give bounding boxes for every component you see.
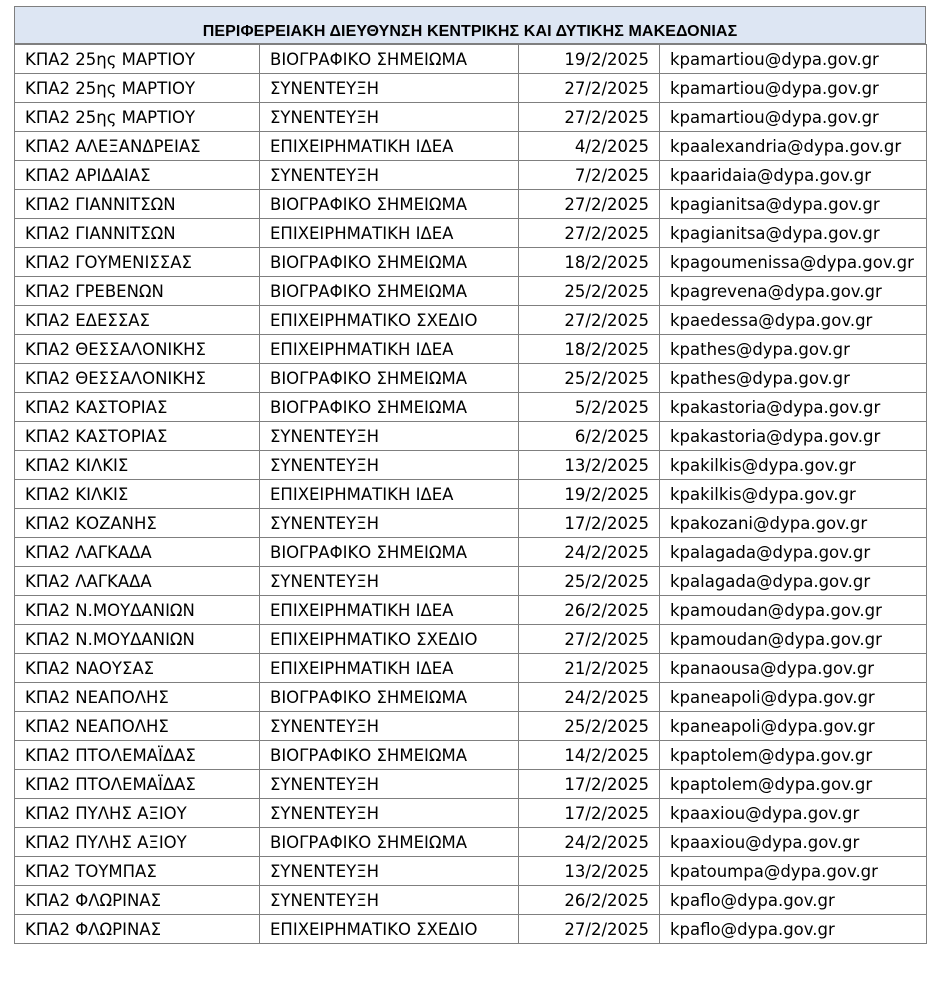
email-cell: kpaflo@dypa.gov.gr <box>660 886 927 915</box>
topic-cell: ΒΙΟΓΡΑΦΙΚΟ ΣΗΜΕΙΩΜΑ <box>260 364 519 393</box>
date-cell: 27/2/2025 <box>519 625 660 654</box>
office-cell: ΚΠΑ2 ΓΡΕΒΕΝΩΝ <box>15 277 260 306</box>
office-cell: ΚΠΑ2 ΚΙΛΚΙΣ <box>15 451 260 480</box>
table-row <box>15 509 927 538</box>
table-row <box>15 596 927 625</box>
table-row <box>15 741 927 770</box>
office-cell: ΚΠΑ2 ΑΡΙΔΑΙΑΣ <box>15 161 260 190</box>
email-cell: kpakilkis@dypa.gov.gr <box>660 451 927 480</box>
email-cell: kpagrevena@dypa.gov.gr <box>660 277 927 306</box>
office-cell: ΚΠΑ2 ΠΤΟΛΕΜΑΪΔΑΣ <box>15 770 260 799</box>
office-cell: ΚΠΑ2 ΦΛΩΡΙΝΑΣ <box>15 915 260 944</box>
topic-cell: ΣΥΝΕΝΤΕΥΞΗ <box>260 451 519 480</box>
office-cell: ΚΠΑ2 25ης ΜΑΡΤΙΟΥ <box>15 103 260 132</box>
date-cell: 27/2/2025 <box>519 103 660 132</box>
table-row <box>15 828 927 857</box>
office-cell: ΚΠΑ2 ΛΑΓΚΑΔΑ <box>15 538 260 567</box>
topic-cell: ΣΥΝΕΝΤΕΥΞΗ <box>260 567 519 596</box>
topic-cell: ΒΙΟΓΡΑΦΙΚΟ ΣΗΜΕΙΩΜΑ <box>260 683 519 712</box>
topic-cell: ΒΙΟΓΡΑΦΙΚΟ ΣΗΜΕΙΩΜΑ <box>260 45 519 74</box>
date-cell: 14/2/2025 <box>519 741 660 770</box>
office-cell: ΚΠΑ2 ΓΙΑΝΝΙΤΣΩΝ <box>15 219 260 248</box>
date-cell: 27/2/2025 <box>519 219 660 248</box>
topic-cell: ΕΠΙΧΕΙΡΗΜΑΤΙΚΗ ΙΔΕΑ <box>260 596 519 625</box>
table-row <box>15 683 927 712</box>
topic-cell: ΒΙΟΓΡΑΦΙΚΟ ΣΗΜΕΙΩΜΑ <box>260 393 519 422</box>
table-row <box>15 770 927 799</box>
email-cell: kpathes@dypa.gov.gr <box>660 335 927 364</box>
email-cell: kpagianitsa@dypa.gov.gr <box>660 219 927 248</box>
office-cell: ΚΠΑ2 ΦΛΩΡΙΝΑΣ <box>15 886 260 915</box>
email-cell: kpakilkis@dypa.gov.gr <box>660 480 927 509</box>
date-cell: 24/2/2025 <box>519 683 660 712</box>
date-cell: 24/2/2025 <box>519 538 660 567</box>
date-cell: 17/2/2025 <box>519 770 660 799</box>
email-cell: kpalagada@dypa.gov.gr <box>660 567 927 596</box>
date-cell: 24/2/2025 <box>519 828 660 857</box>
table-row <box>15 393 927 422</box>
office-cell: ΚΠΑ2 ΠΤΟΛΕΜΑΪΔΑΣ <box>15 741 260 770</box>
date-cell: 17/2/2025 <box>519 509 660 538</box>
office-cell: ΚΠΑ2 ΠΥΛΗΣ ΑΞΙΟΥ <box>15 799 260 828</box>
date-cell: 13/2/2025 <box>519 857 660 886</box>
topic-cell: ΒΙΟΓΡΑΦΙΚΟ ΣΗΜΕΙΩΜΑ <box>260 828 519 857</box>
table-row <box>15 538 927 567</box>
table-row <box>15 886 927 915</box>
table-row <box>15 103 927 132</box>
office-cell: ΚΠΑ2 ΠΥΛΗΣ ΑΞΙΟΥ <box>15 828 260 857</box>
schedule-table-body <box>15 45 927 944</box>
office-cell: ΚΠΑ2 Ν.ΜΟΥΔΑΝΙΩΝ <box>15 625 260 654</box>
date-cell: 25/2/2025 <box>519 567 660 596</box>
topic-cell: ΕΠΙΧΕΙΡΗΜΑΤΙΚΟ ΣΧΕΔΙΟ <box>260 915 519 944</box>
table-row <box>15 422 927 451</box>
office-cell: ΚΠΑ2 ΤΟΥΜΠΑΣ <box>15 857 260 886</box>
office-cell: ΚΠΑ2 ΑΛΕΞΑΝΔΡΕΙΑΣ <box>15 132 260 161</box>
table-row <box>15 915 927 944</box>
table-row <box>15 190 927 219</box>
office-cell: ΚΠΑ2 ΘΕΣΣΑΛΟΝΙΚΗΣ <box>15 364 260 393</box>
table-row <box>15 857 927 886</box>
email-cell: kpaalexandria@dypa.gov.gr <box>660 132 927 161</box>
table-row <box>15 451 927 480</box>
schedule-sheet <box>14 6 926 944</box>
email-cell: kpakastoria@dypa.gov.gr <box>660 422 927 451</box>
date-cell: 27/2/2025 <box>519 190 660 219</box>
email-cell: kpaaridaia@dypa.gov.gr <box>660 161 927 190</box>
date-cell: 21/2/2025 <box>519 654 660 683</box>
email-cell: kpaneapoli@dypa.gov.gr <box>660 683 927 712</box>
office-cell: ΚΠΑ2 ΕΔΕΣΣΑΣ <box>15 306 260 335</box>
email-cell: kpakozani@dypa.gov.gr <box>660 509 927 538</box>
date-cell: 26/2/2025 <box>519 596 660 625</box>
topic-cell: ΣΥΝΕΝΤΕΥΞΗ <box>260 712 519 741</box>
date-cell: 18/2/2025 <box>519 335 660 364</box>
table-row <box>15 364 927 393</box>
topic-cell: ΣΥΝΕΝΤΕΥΞΗ <box>260 161 519 190</box>
email-cell: kpagoumenissa@dypa.gov.gr <box>660 248 927 277</box>
email-cell: kpathes@dypa.gov.gr <box>660 364 927 393</box>
email-cell: kpaptolem@dypa.gov.gr <box>660 770 927 799</box>
topic-cell: ΕΠΙΧΕΙΡΗΜΑΤΙΚΗ ΙΔΕΑ <box>260 219 519 248</box>
topic-cell: ΒΙΟΓΡΑΦΙΚΟ ΣΗΜΕΙΩΜΑ <box>260 190 519 219</box>
table-row <box>15 45 927 74</box>
email-cell: kpaneapoli@dypa.gov.gr <box>660 712 927 741</box>
date-cell: 26/2/2025 <box>519 886 660 915</box>
schedule-table <box>14 44 927 944</box>
topic-cell: ΕΠΙΧΕΙΡΗΜΑΤΙΚΗ ΙΔΕΑ <box>260 480 519 509</box>
email-cell: kpamartiou@dypa.gov.gr <box>660 45 927 74</box>
topic-cell: ΣΥΝΕΝΤΕΥΞΗ <box>260 422 519 451</box>
table-row <box>15 219 927 248</box>
topic-cell: ΕΠΙΧΕΙΡΗΜΑΤΙΚΗ ΙΔΕΑ <box>260 132 519 161</box>
table-row <box>15 567 927 596</box>
date-cell: 27/2/2025 <box>519 915 660 944</box>
email-cell: kpamoudan@dypa.gov.gr <box>660 625 927 654</box>
table-row <box>15 161 927 190</box>
email-cell: kpatoumpa@dypa.gov.gr <box>660 857 927 886</box>
office-cell: ΚΠΑ2 ΚΟΖΑΝΗΣ <box>15 509 260 538</box>
topic-cell: ΕΠΙΧΕΙΡΗΜΑΤΙΚΗ ΙΔΕΑ <box>260 654 519 683</box>
date-cell: 19/2/2025 <box>519 45 660 74</box>
topic-cell: ΣΥΝΕΝΤΕΥΞΗ <box>260 103 519 132</box>
date-cell: 25/2/2025 <box>519 364 660 393</box>
date-cell: 25/2/2025 <box>519 277 660 306</box>
email-cell: kpaptolem@dypa.gov.gr <box>660 741 927 770</box>
email-cell: kpaaxiou@dypa.gov.gr <box>660 799 927 828</box>
table-row <box>15 712 927 741</box>
office-cell: ΚΠΑ2 Ν.ΜΟΥΔΑΝΙΩΝ <box>15 596 260 625</box>
office-cell: ΚΠΑ2 ΛΑΓΚΑΔΑ <box>15 567 260 596</box>
date-cell: 5/2/2025 <box>519 393 660 422</box>
topic-cell: ΣΥΝΕΝΤΕΥΞΗ <box>260 770 519 799</box>
email-cell: kpamartiou@dypa.gov.gr <box>660 74 927 103</box>
table-row <box>15 654 927 683</box>
email-cell: kpalagada@dypa.gov.gr <box>660 538 927 567</box>
office-cell: ΚΠΑ2 ΝΕΑΠΟΛΗΣ <box>15 712 260 741</box>
office-cell: ΚΠΑ2 ΘΕΣΣΑΛΟΝΙΚΗΣ <box>15 335 260 364</box>
date-cell: 7/2/2025 <box>519 161 660 190</box>
office-cell: ΚΠΑ2 ΚΑΣΤΟΡΙΑΣ <box>15 422 260 451</box>
topic-cell: ΒΙΟΓΡΑΦΙΚΟ ΣΗΜΕΙΩΜΑ <box>260 277 519 306</box>
table-row <box>15 132 927 161</box>
table-row <box>15 74 927 103</box>
table-title: ΠΕΡΙΦΕΡΕΙΑΚΗ ΔΙΕΥΘΥΝΣΗ ΚΕΝΤΡΙΚΗΣ ΚΑΙ ΔΥΤΙΚΗΣ ΜΑΚΕΔΟΝΙΑΣ <box>202 23 738 40</box>
email-cell: kpaaxiou@dypa.gov.gr <box>660 828 927 857</box>
topic-cell: ΕΠΙΧΕΙΡΗΜΑΤΙΚΟ ΣΧΕΔΙΟ <box>260 625 519 654</box>
table-row <box>15 799 927 828</box>
email-cell: kpagianitsa@dypa.gov.gr <box>660 190 927 219</box>
table-row <box>15 277 927 306</box>
topic-cell: ΒΙΟΓΡΑΦΙΚΟ ΣΗΜΕΙΩΜΑ <box>260 538 519 567</box>
topic-cell: ΣΥΝΕΝΤΕΥΞΗ <box>260 886 519 915</box>
table-row <box>15 248 927 277</box>
topic-cell: ΕΠΙΧΕΙΡΗΜΑΤΙΚΟ ΣΧΕΔΙΟ <box>260 306 519 335</box>
date-cell: 13/2/2025 <box>519 451 660 480</box>
email-cell: kpakastoria@dypa.gov.gr <box>660 393 927 422</box>
office-cell: ΚΠΑ2 25ης ΜΑΡΤΙΟΥ <box>15 45 260 74</box>
topic-cell: ΒΙΟΓΡΑΦΙΚΟ ΣΗΜΕΙΩΜΑ <box>260 248 519 277</box>
topic-cell: ΣΥΝΕΝΤΕΥΞΗ <box>260 857 519 886</box>
email-cell: kpaflo@dypa.gov.gr <box>660 915 927 944</box>
office-cell: ΚΠΑ2 ΚΑΣΤΟΡΙΑΣ <box>15 393 260 422</box>
email-cell: kpamoudan@dypa.gov.gr <box>660 596 927 625</box>
date-cell: 4/2/2025 <box>519 132 660 161</box>
date-cell: 19/2/2025 <box>519 480 660 509</box>
topic-cell: ΒΙΟΓΡΑΦΙΚΟ ΣΗΜΕΙΩΜΑ <box>260 741 519 770</box>
date-cell: 25/2/2025 <box>519 712 660 741</box>
table-row <box>15 306 927 335</box>
email-cell: kpanaousa@dypa.gov.gr <box>660 654 927 683</box>
table-title-row <box>14 6 926 44</box>
topic-cell: ΣΥΝΕΝΤΕΥΞΗ <box>260 799 519 828</box>
table-row <box>15 480 927 509</box>
email-cell: kpaedessa@dypa.gov.gr <box>660 306 927 335</box>
office-cell: ΚΠΑ2 ΓΙΑΝΝΙΤΣΩΝ <box>15 190 260 219</box>
table-row <box>15 335 927 364</box>
date-cell: 6/2/2025 <box>519 422 660 451</box>
date-cell: 27/2/2025 <box>519 306 660 335</box>
office-cell: ΚΠΑ2 ΚΙΛΚΙΣ <box>15 480 260 509</box>
table-row <box>15 625 927 654</box>
date-cell: 27/2/2025 <box>519 74 660 103</box>
topic-cell: ΕΠΙΧΕΙΡΗΜΑΤΙΚΗ ΙΔΕΑ <box>260 335 519 364</box>
topic-cell: ΣΥΝΕΝΤΕΥΞΗ <box>260 509 519 538</box>
topic-cell: ΣΥΝΕΝΤΕΥΞΗ <box>260 74 519 103</box>
date-cell: 17/2/2025 <box>519 799 660 828</box>
email-cell: kpamartiou@dypa.gov.gr <box>660 103 927 132</box>
office-cell: ΚΠΑ2 ΝΕΑΠΟΛΗΣ <box>15 683 260 712</box>
office-cell: ΚΠΑ2 25ης ΜΑΡΤΙΟΥ <box>15 74 260 103</box>
date-cell: 18/2/2025 <box>519 248 660 277</box>
office-cell: ΚΠΑ2 ΝΑΟΥΣΑΣ <box>15 654 260 683</box>
office-cell: ΚΠΑ2 ΓΟΥΜΕΝΙΣΣΑΣ <box>15 248 260 277</box>
